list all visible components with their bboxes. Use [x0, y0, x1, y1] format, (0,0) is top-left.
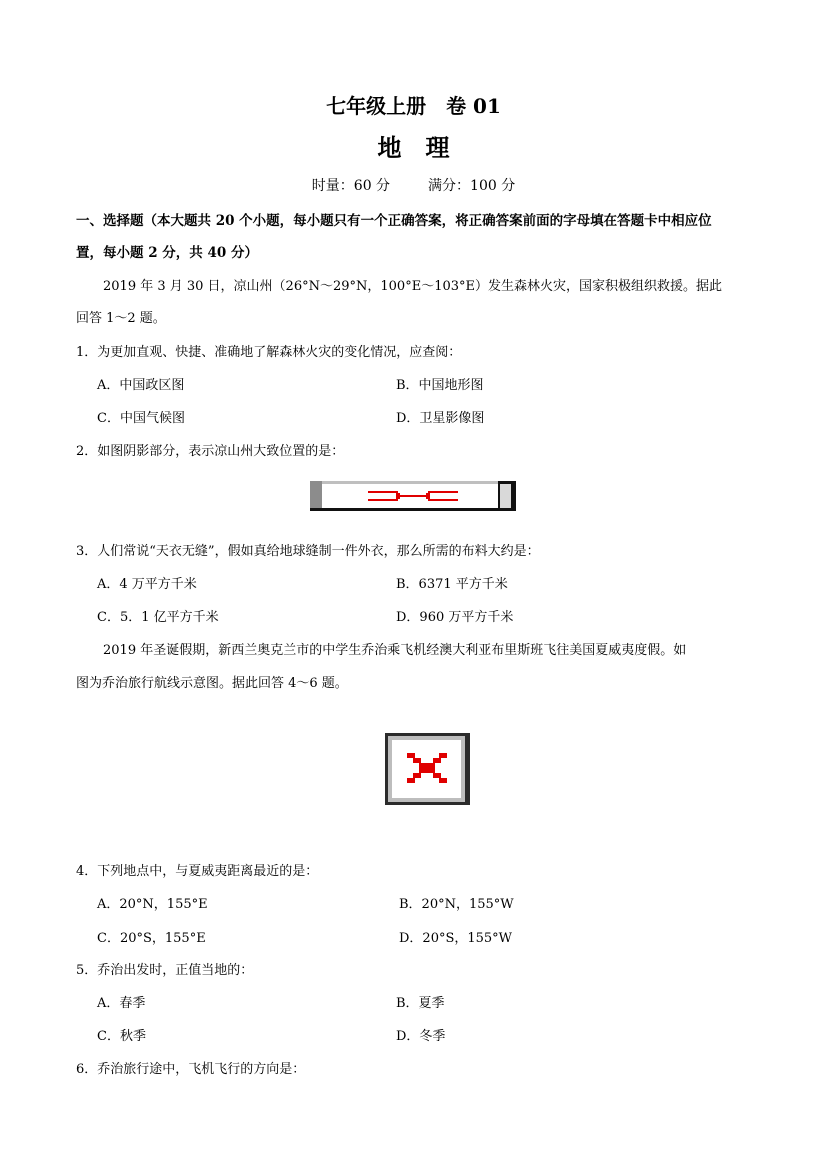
- full-score: 满分：100 分: [428, 178, 516, 194]
- q5-stem: 5．乔治出发时，正值当地的：: [76, 963, 254, 978]
- q3-option-a: A．4 万平方千米: [97, 577, 197, 592]
- q3-option-d: D．960 万平方千米: [396, 610, 514, 625]
- broken-image-icon: [368, 488, 458, 504]
- q5-option-c: C．秋季: [97, 1029, 146, 1044]
- q2-map-figure: [310, 481, 516, 511]
- q1-option-a: A．中国政区图: [97, 378, 185, 393]
- exam-meta: [0, 175, 827, 195]
- figure-frame-left: [310, 481, 322, 511]
- q5-option-b: B．夏季: [396, 996, 445, 1011]
- passage1-line1: 2019 年 3 月 30 日，凉山州（26°N～29°N，100°E～103°E）发生森林火灾，国家积极组织救援。据此: [103, 279, 722, 294]
- q3-option-c: C．5．1 亿平方千米: [97, 610, 219, 625]
- q6-stem: 6．乔治旅行途中，飞机飞行的方向是：: [76, 1062, 306, 1077]
- q1-option-d: D．卫星影像图: [396, 411, 485, 426]
- q4-stem: 4．下列地点中，与夏威夷距离最近的是：: [76, 864, 319, 879]
- passage2-line2: 图为乔治旅行航线示意图。据此回答 4～6 题。: [76, 676, 348, 691]
- q5-option-d: D．冬季: [396, 1029, 446, 1044]
- section-heading-line2: 置，每小题 2 分，共 40 分）: [76, 245, 258, 261]
- section-heading-line1: 一、选择题（本大题共 20 个小题，每小题只有一个正确答案，将正确答案前面的字母填在答题卡中相应位: [76, 213, 712, 229]
- q4-option-a: A．20°N，155°E: [97, 897, 208, 912]
- q4-option-d: D．20°S，155°W: [399, 931, 513, 946]
- q2-stem: 2．如图阴影部分，表示凉山州大致位置的是：: [76, 444, 345, 459]
- broken-image-icon: [407, 753, 447, 783]
- q3-option-b: B．6371 平方千米: [396, 577, 508, 592]
- q4-option-b: B．20°N，155°W: [399, 897, 514, 912]
- flight-route-figure: [385, 733, 470, 805]
- time-limit: 时量：60 分: [311, 178, 391, 194]
- q1-option-c: C．中国气候图: [97, 411, 185, 426]
- figure-frame-right-inner: [500, 484, 511, 508]
- q3-stem: 3．人们常说“天衣无缝”，假如真给地球缝制一件外衣，那么所需的布料大约是：: [76, 544, 540, 559]
- q1-stem: 1．为更加直观、快捷、准确地了解森林火灾的变化情况，应查阅：: [76, 345, 462, 360]
- q1-option-b: B．中国地形图: [396, 378, 484, 393]
- subject-title: 地 理: [377, 133, 450, 162]
- q4-option-c: C．20°S，155°E: [97, 931, 206, 946]
- passage1-line2: 回答 1～2 题。: [76, 311, 166, 326]
- q5-option-a: A．春季: [97, 996, 146, 1011]
- passage2-line1: 2019 年圣诞假期，新西兰奥克兰市的中学生乔治乘飞机经澳大利亚布里斯班飞往美国夏威夷度假。如: [103, 643, 687, 658]
- figure-frame-bottom: [310, 508, 516, 511]
- exam-title: 七年级上册 卷 01: [326, 94, 501, 118]
